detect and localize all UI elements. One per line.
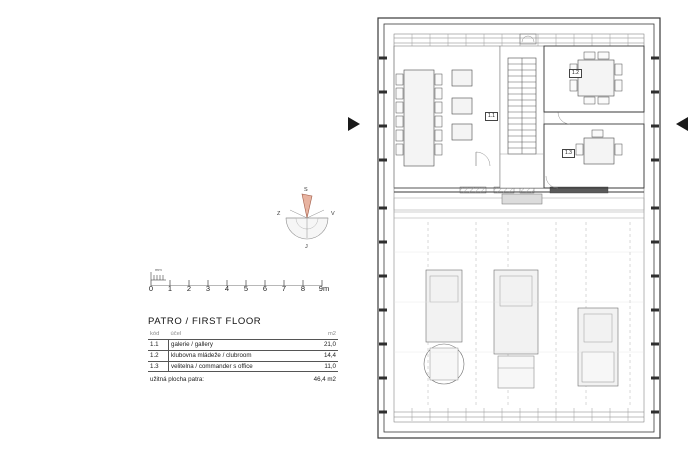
table-row <box>148 350 338 361</box>
scale-tick-4: 4 <box>224 284 230 293</box>
compass-south-label: J <box>305 244 308 250</box>
floor-plan-drawing <box>372 12 666 444</box>
row-area: 11,0 <box>324 362 336 370</box>
compass-icon <box>272 182 342 252</box>
column-header-area: m2 <box>311 330 338 340</box>
section-marker-left-icon <box>348 117 360 131</box>
scale-tick-2: 2 <box>186 284 192 293</box>
legend-block <box>148 316 338 383</box>
floor-plan <box>372 12 666 444</box>
row-area: 21,0 <box>323 341 336 349</box>
scale-bar-labels <box>148 284 338 296</box>
svg-text:mm: mm <box>155 267 162 272</box>
room-tag-1-2: 1.2 <box>569 69 582 78</box>
table-row <box>148 340 338 351</box>
row-code: 1.2 <box>148 350 169 361</box>
scale-tick-3: 3 <box>205 284 211 293</box>
row-purpose: velitelna / commander s office <box>171 362 253 370</box>
scale-bar <box>148 266 338 296</box>
row-area: 14,4 <box>323 351 336 359</box>
compass-north-label: S <box>304 187 308 193</box>
section-marker-right-icon <box>676 117 688 131</box>
row-purpose: galerie / gallery <box>171 341 213 349</box>
compass-rose <box>272 182 342 252</box>
scale-tick-9: 9m <box>318 284 330 293</box>
table-header-row <box>148 330 338 340</box>
row-code: 1.3 <box>148 361 169 372</box>
scale-bar-graphic <box>148 266 338 286</box>
row-code: 1.1 <box>148 340 169 351</box>
total-area-value: 46,4 m2 <box>313 376 336 384</box>
compass-east-label: V <box>331 211 335 217</box>
row-purpose: klubovna mládeže / clubroom <box>171 351 252 359</box>
table-body <box>148 340 338 372</box>
scale-tick-8: 8 <box>300 284 306 293</box>
column-header-purpose: účel <box>169 330 312 340</box>
compass-west-label: Z <box>277 211 281 217</box>
room-schedule-table <box>148 330 338 372</box>
scale-tick-5: 5 <box>243 284 249 293</box>
room-tag-1-3: 1.3 <box>562 149 575 158</box>
table-row <box>148 361 338 372</box>
scale-tick-7: 7 <box>281 284 287 293</box>
scale-tick-0: 0 <box>148 284 154 293</box>
total-area-row <box>148 376 338 383</box>
scale-tick-1: 1 <box>167 284 173 293</box>
table-head <box>148 330 338 340</box>
column-header-code: kód <box>148 330 169 340</box>
total-area-label: užitná plocha patra: <box>150 376 205 384</box>
room-tag-1-1: 1.1 <box>485 112 498 121</box>
page-title: PATRO / FIRST FLOOR <box>148 316 262 327</box>
scale-tick-6: 6 <box>262 284 268 293</box>
